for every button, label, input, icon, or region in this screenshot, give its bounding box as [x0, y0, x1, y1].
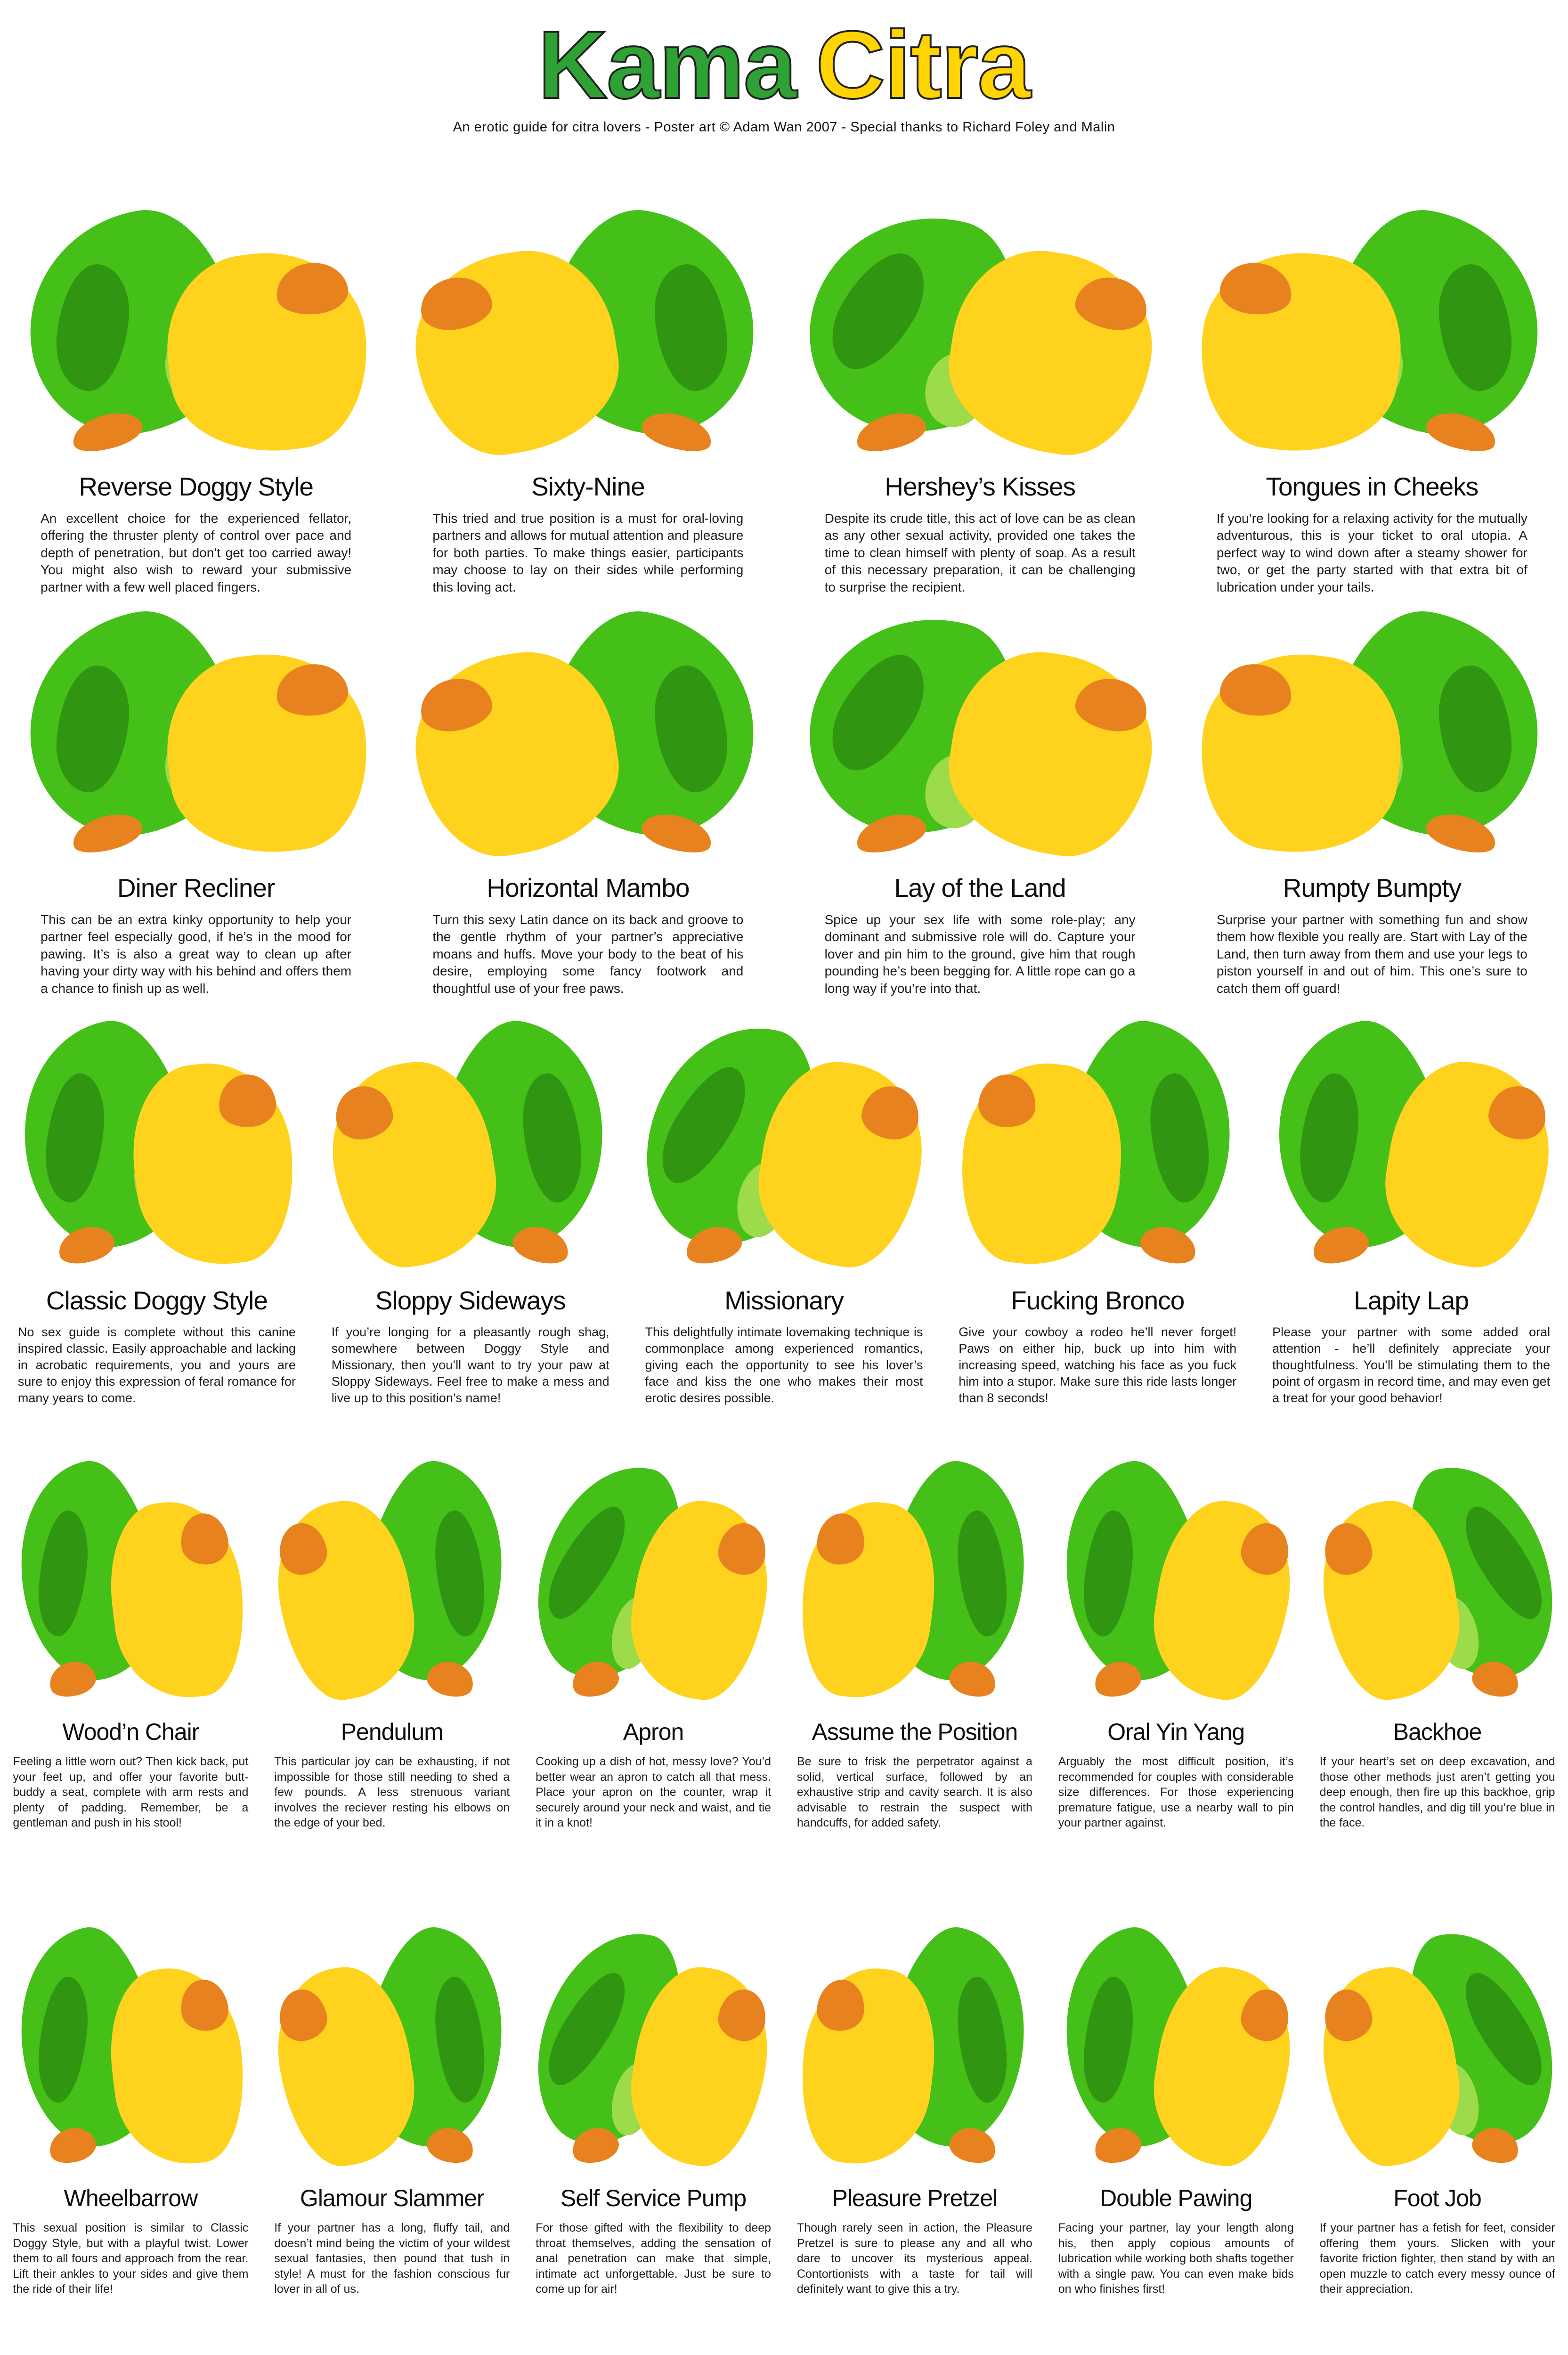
illustration-lay-of-the-land — [802, 599, 1158, 861]
position-description: An excellent choice for the experienced fellator, offering the thruster plenty of control over pace and depth of penetration, but don’t get too carried away! You might also wish to reward your submissive partner with a few well placed fingers. — [41, 511, 352, 594]
entry-hersheys-kisses — [784, 198, 1176, 598]
illustration-woodn-chair — [14, 1447, 247, 1706]
position-title: Hershey’s Kisses — [885, 472, 1076, 501]
position-description: No sex guide is complete without this canine inspired classic. Easily approachable and lacking in acrobatic requirements, you and yours are sure to enjoy this expression of feral romance for many years to come. — [17, 1325, 296, 1405]
entry-fucking-bronco — [941, 1007, 1254, 1445]
poster-title — [0, 11, 1568, 119]
entry-foot-job — [1307, 1913, 1568, 2351]
illustration-reverse-doggy-style — [18, 198, 374, 459]
position-description: This can be an extra kinky opportunity to help your partner feel especially good, if he’s in the mood for pawing. It’s is also a great way to clean up after having your dirty way with his behind and offers them a chance to finish up as well. — [41, 912, 352, 996]
position-title: Diner Recliner — [117, 873, 275, 902]
header — [0, 11, 1568, 135]
entry-oral-yin-yang — [1045, 1447, 1307, 1911]
position-title: Sloppy Sideways — [375, 1286, 566, 1315]
entry-double-pawing — [1045, 1913, 1307, 2351]
position-title: Missionary — [724, 1286, 844, 1315]
position-title: Oral Yin Yang — [1107, 1719, 1245, 1745]
illustration-sloppy-sideways — [329, 1007, 612, 1273]
illustration-double-pawing — [1059, 1913, 1292, 2172]
entry-rumpty-bumpty — [1176, 599, 1568, 1004]
entry-apron — [523, 1447, 784, 1911]
position-description: Be sure to frisk the perpetrator against a solid, vertical surface, followed by an exhaustive strip and cavity search. It is also advisable to restrain the suspect with handcuffs, for added safety. — [796, 1755, 1032, 1829]
position-title: Double Pawing — [1100, 2185, 1252, 2211]
position-description: This tried and true position is a must for oral-loving partners and allows for mutual attention and pleasure for both parties. To make things easier, participants may choose to lay on their sides while performing this loving act. — [432, 511, 744, 594]
position-title: Lay of the Land — [894, 873, 1066, 902]
illustration-pleasure-pretzel — [798, 1913, 1031, 2172]
position-title: Fucking Bronco — [1011, 1286, 1185, 1315]
position-title: Wheelbarrow — [64, 2185, 198, 2211]
entry-pendulum — [261, 1447, 523, 1911]
position-title: Apron — [623, 1719, 684, 1745]
entry-tongues-in-cheeks — [1176, 198, 1568, 598]
title-kama: Kama — [538, 11, 796, 119]
entry-backhoe — [1307, 1447, 1568, 1911]
position-title: Foot Job — [1393, 2185, 1481, 2211]
entry-pleasure-pretzel — [784, 1913, 1045, 2351]
illustration-diner-recliner — [18, 599, 374, 861]
entry-horizontal-mambo — [392, 599, 784, 1004]
entry-assume-the-position — [784, 1447, 1045, 1911]
row-4 — [0, 1447, 1568, 1911]
position-title: Classic Doggy Style — [46, 1286, 268, 1315]
illustration-classic-doggy-style — [16, 1007, 298, 1273]
position-title: Pendulum — [341, 1719, 443, 1745]
title-citra: Citra — [815, 11, 1030, 119]
illustration-missionary — [643, 1007, 926, 1273]
position-title: Self Service Pump — [560, 2185, 747, 2211]
illustration-wheelbarrow — [14, 1913, 247, 2172]
entry-diner-recliner — [0, 599, 392, 1004]
illustration-rumpty-bumpty — [1194, 599, 1550, 861]
position-description: Surprise your partner with something fun and show them how flexible you really are. Start with Lay of the Land, then turn away from them and use your legs to piston yourself in and out of him. This one’s sure to catch them off guard! — [1216, 912, 1527, 996]
position-title: Pleasure Pretzel — [832, 2185, 998, 2211]
illustration-glamour-slammer — [276, 1913, 509, 2172]
position-description: This delightfully intimate lovemaking technique is commonplace among experienced romantics, giving each the opportunity to see his lover’s face and kiss the one who makes their most erotic desires possible. — [645, 1325, 923, 1405]
position-description: If you’re longing for a pleasantly rough shag, somewhere between Doggy Style and Missionary, then you’ll want to try your paw at Sloppy Sideways. Feel free to make a mess and live up to this position’s name! — [331, 1325, 609, 1405]
position-description: Feeling a little worn out? Then kick back, put your feet up, and offer your favorite butt-buddy a seat, complete with arm rests and plenty of padding. Remember, be a gentleman and push in his stool! — [13, 1755, 249, 1829]
position-title: Wood’n Chair — [62, 1719, 199, 1745]
position-description: Despite its crude title, this act of love can be as clean as any other sexual activity, provided one takes the time to clean himself with plenty of soap. As a result of this necessary preparation, it can be challenging to surprise the recipient. — [824, 511, 1136, 594]
illustration-assume-the-position — [798, 1447, 1031, 1706]
row-1 — [0, 198, 1568, 598]
entry-wheelbarrow — [0, 1913, 261, 2351]
entry-lay-of-the-land — [784, 599, 1176, 1004]
subtitle-credits: An erotic guide for citra lovers - Poster art © Adam Wan 2007 - Special thanks to Richard Foley and Malin — [453, 120, 1115, 135]
position-description: Please your partner with some added oral attention - he’ll definitely appreciate your thoughtfulness. You’ll be stimulating them to the point of orgasm in record time, and may even get a treat for your good behavior! — [1272, 1325, 1551, 1405]
position-title: Tongues in Cheeks — [1266, 472, 1479, 501]
position-description: Give your cowboy a rodeo he’ll never forget! Paws on either hip, buck up into him with increasing speed, watching his face as you fuck him into a stupor. Make sure this ride lasts longer than 8 seconds! — [959, 1325, 1237, 1405]
illustration-fucking-bronco — [957, 1007, 1239, 1273]
position-description: Cooking up a dish of hot, messy love? You’d better wear an apron to catch all that mess. Place your apron on the counter, wrap it securely around your neck and waist, and tie it in a knot! — [536, 1755, 772, 1829]
position-description: If your heart’s set on deep excavation, and those other methods just aren’t getting you deep enough, then fire up this backhoe, grip the control handles, and dig till you’re blue in the face. — [1319, 1755, 1555, 1829]
row-5 — [0, 1913, 1568, 2351]
illustration-pendulum — [276, 1447, 509, 1706]
position-title: Lapity Lap — [1354, 1286, 1469, 1315]
position-description: If your partner has a fetish for feet, consider offering them yours. Slicken with your favorite friction fighter, then stand by with an open muzzle to catch every messy ounce of their appreciation. — [1319, 2221, 1555, 2296]
illustration-tongues-in-cheeks — [1194, 198, 1550, 459]
row-2 — [0, 599, 1568, 1004]
position-description: If your partner has a long, fluffy tail, and doesn’t mind being the victim of your wildest sexual fantasies, then pound that tush in style! A must for the fashion conscious fur lover in all of us. — [274, 2221, 510, 2296]
entry-glamour-slammer — [261, 1913, 523, 2351]
position-title: Reverse Doggy Style — [79, 472, 313, 501]
entry-sixty-nine — [392, 198, 784, 598]
illustration-oral-yin-yang — [1059, 1447, 1292, 1706]
illustration-lapity-lap — [1270, 1007, 1552, 1273]
entry-sloppy-sideways — [314, 1007, 627, 1445]
position-description: Turn this sexy Latin dance on its back and groove to the gentle rhythm of your partner’s appreciative moans and huffs. Move your body to the beat of his desire, employing some fancy footwork and thoughtful use of your free paws. — [432, 912, 744, 996]
position-title: Glamour Slammer — [300, 2185, 484, 2211]
position-title: Assume the Position — [812, 1719, 1018, 1745]
entry-reverse-doggy-style — [0, 198, 392, 598]
illustration-foot-job — [1321, 1913, 1554, 2172]
entry-classic-doggy-style — [0, 1007, 314, 1445]
position-description: This sexual position is similar to Classic Doggy Style, but with a playful twist. Lower them to all fours and approach from the rear. Lift their ankles to your sides and give them the ride of their life! — [13, 2221, 249, 2296]
position-title: Rumpty Bumpty — [1283, 873, 1461, 902]
entry-missionary — [627, 1007, 941, 1445]
illustration-backhoe — [1321, 1447, 1554, 1706]
illustration-apron — [536, 1447, 770, 1706]
position-description: Spice up your sex life with some role-play; any dominant and submissive role will do. Capture your lover and pin him to the ground, give him that rough pounding he’s been begging for. A little rope can go a long way if you’re into that. — [824, 912, 1136, 996]
illustration-self-service-pump — [536, 1913, 770, 2172]
row-3 — [0, 1007, 1568, 1445]
illustration-hersheys-kisses — [802, 198, 1158, 459]
position-description: This particular joy can be exhausting, if not impossible for those still needing to shed a few pounds. A less strenuous variant involves the reciever resting his elbows on the edge of your bed. — [274, 1755, 510, 1829]
entry-self-service-pump — [523, 1913, 784, 2351]
entry-lapity-lap — [1254, 1007, 1568, 1445]
position-description: For those gifted with the flexibility to deep throat themselves, adding the sensation of anal penetration can make that simple, intimate act unforgettable. Just be sure to come up for air! — [536, 2221, 772, 2296]
illustration-horizontal-mambo — [410, 599, 766, 861]
position-description: If you’re looking for a relaxing activity for the mutually adventurous, this is your ticket to oral utopia. A perfect way to wind down after a steamy shower for two, or get the party started with that extra bit of lubrication under your tails. — [1216, 511, 1527, 594]
position-title: Backhoe — [1393, 1719, 1482, 1745]
position-description: Facing your partner, lay your length along his, then apply copious amounts of lubrication while working both shafts together with a single paw. You can even make bids on who finishes first! — [1058, 2221, 1294, 2296]
illustration-sixty-nine — [410, 198, 766, 459]
position-title: Horizontal Mambo — [487, 873, 690, 902]
position-description: Arguably the most difficult position, it’s recommended for couples with considerable size differences. For those experiencing premature fatigue, use a nearby wall to pin your partner against. — [1058, 1755, 1294, 1829]
entry-woodn-chair — [0, 1447, 261, 1911]
position-description: Though rarely seen in action, the Pleasure Pretzel is sure to please any and all who dare to uncover its mysterious appeal. Contortionists with a taste for tail will definitely want to give this a try. — [796, 2221, 1032, 2296]
position-title: Sixty-Nine — [531, 472, 645, 501]
